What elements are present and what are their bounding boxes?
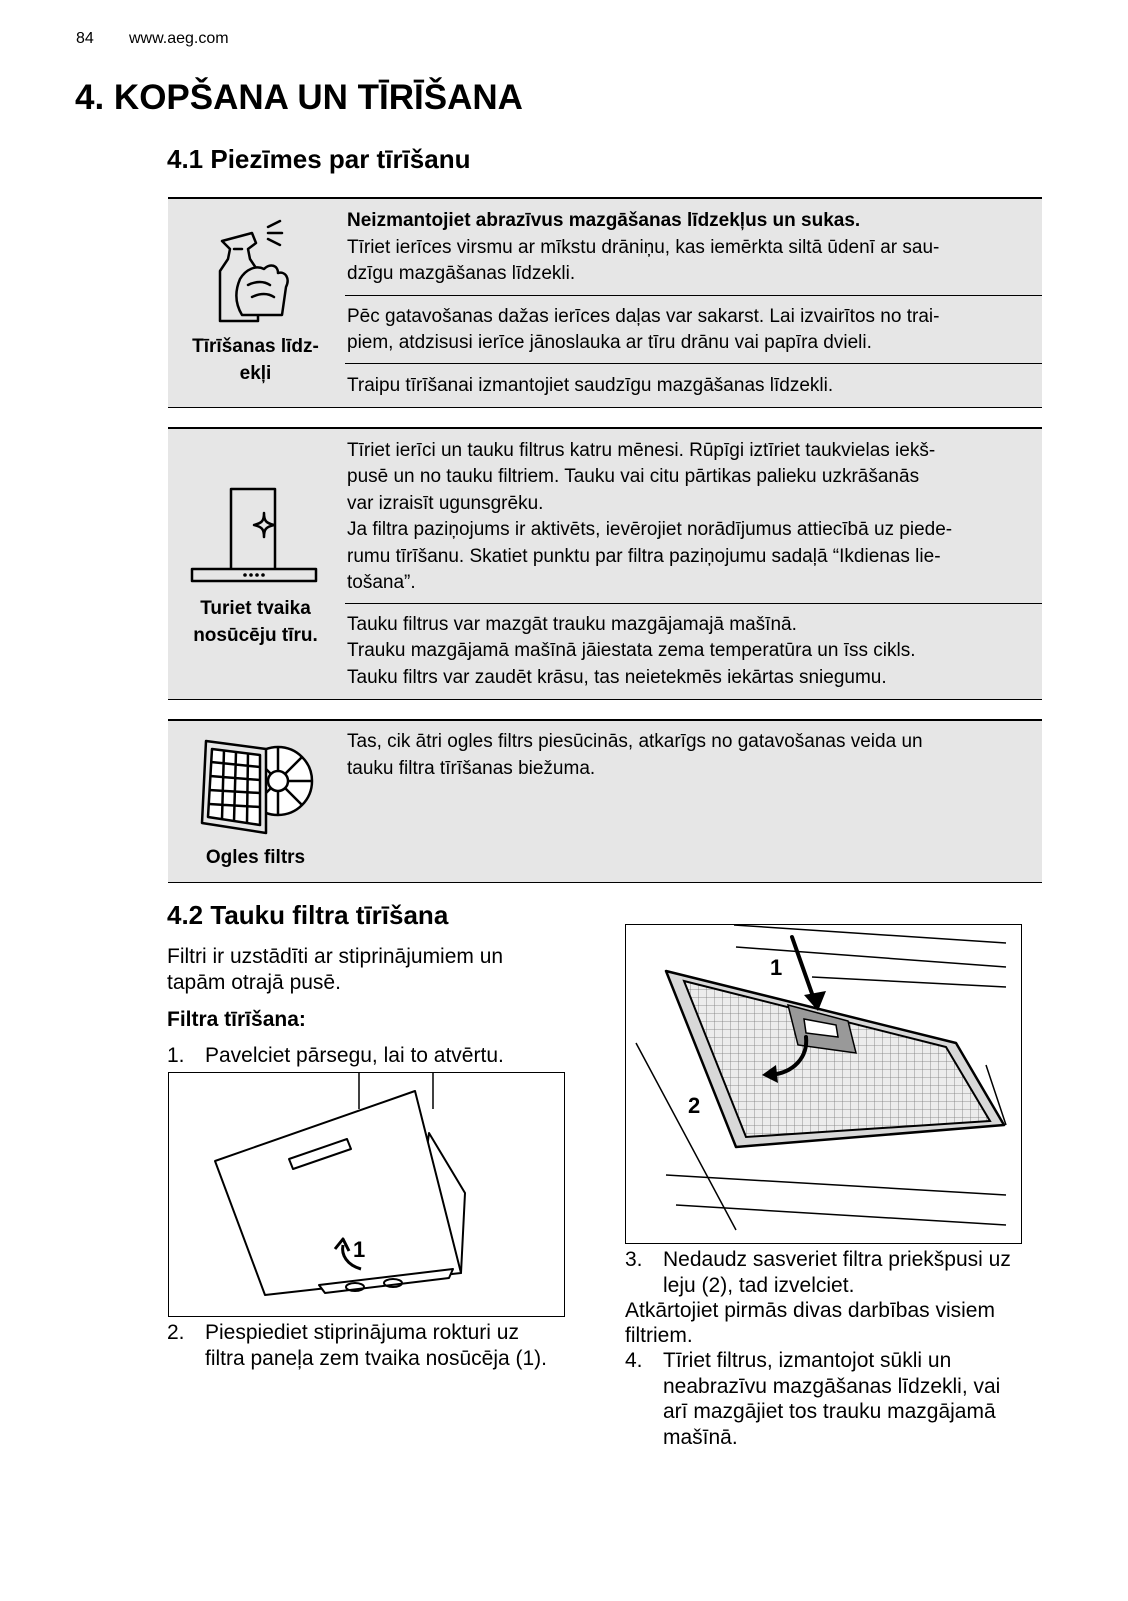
notice-text: Trauku mazgājamā mašīnā jāiestata zema temperatūra un īss cikls. — [347, 640, 916, 661]
section-title: 4.1 Piezīmes par tīrīšanu — [167, 144, 471, 174]
section-title: 4.2 Tauku filtra tīrīšana — [167, 900, 449, 930]
icon-column — [168, 429, 343, 699]
notice-text: tauku filtra tīrīšanas biežuma. — [347, 758, 596, 779]
figure-open-cover — [168, 1072, 565, 1317]
notice-text: Tauku filtrus var mazgāt trauku mazgājamajā mašīnā. — [347, 614, 797, 635]
step-text: filtra paneļa zem tvaika nosūcēja (1). — [205, 1347, 547, 1370]
step-text: Nedaudz sasveriet filtra priekšpusi uz — [663, 1248, 1011, 1271]
figure-label: 1 — [770, 955, 783, 980]
notice-text: Tīriet ierīci un tauku filtrus katru mēnesi. Rūpīgi iztīriet taukvielas iekš- — [347, 440, 936, 461]
charcoal-filter-icon — [196, 735, 316, 837]
step-text: mašīnā. — [663, 1426, 738, 1449]
step-text: Tīriet filtrus, izmantojot sūkli un — [663, 1349, 952, 1372]
step-number: 2. — [167, 1321, 185, 1344]
notice-text: Tīriet ierīces virsmu ar mīkstu drāniņu, kas iemērkta siltā ūdenī ar sau- — [347, 237, 940, 258]
notice-text: Traipu tīrīšanai izmantojiet saudzīgu mazgāšanas līdzekli. — [347, 375, 834, 396]
notice-table-cleaning-agents — [168, 197, 1042, 408]
page-number: 84 — [76, 30, 94, 47]
notice-text: dzīgu mazgāšanas līdzekli. — [347, 263, 576, 284]
notice-text: tošana”. — [347, 572, 416, 593]
note-text: Atkārtojiet pirmās divas darbības visiem — [625, 1299, 995, 1322]
notice-table-keep-hood-clean — [168, 427, 1042, 700]
note-text: filtriem. — [625, 1324, 693, 1347]
figure-remove-filter — [625, 924, 1022, 1244]
figure-label: 1 — [353, 1237, 366, 1262]
website-url: www.aeg.com — [129, 30, 229, 47]
step-number: 1. — [167, 1044, 185, 1067]
notice-text: Tas, cik ātri ogles filtrs piesūcinās, atkarīgs no gatavošanas veida un — [347, 731, 923, 752]
notice-text: Pēc gatavošanas dažas ierīces daļas var sakarst. Lai izvairītos no trai- — [347, 306, 940, 327]
notice-text: Ja filtra paziņojums ir aktivēts, ievērojiet norādījumus attiecībā uz piede- — [347, 519, 953, 540]
step-text: Piespiediet stiprinājuma rokturi uz — [205, 1321, 519, 1344]
icon-column — [168, 721, 343, 882]
icon-caption: nosūcēju tīru. — [193, 625, 318, 646]
notice-text: Tauku filtrs var zaudēt krāsu, tas neietekmēs iekārtas sniegumu. — [347, 667, 887, 688]
icon-caption: Tīrīšanas līdz- — [192, 336, 319, 357]
notice-text: pusē un no tauku filtriem. Tauku vai citu pārtikas palieku uzkrāšanās — [347, 466, 920, 487]
figure-label: 2 — [688, 1093, 701, 1118]
step-text: neabrazīvu mazgāšanas līdzekli, vai — [663, 1375, 1001, 1398]
icon-caption: Ogles filtrs — [205, 847, 306, 868]
step-number: 4. — [625, 1349, 643, 1372]
notice-text: rumu tīrīšanu. Skatiet punktu par filtra paziņojumu sadaļā “Ikdienas lie- — [347, 546, 941, 567]
step-text: Pavelciet pārsegu, lai to atvērtu. — [205, 1044, 504, 1067]
step-text: leju (2), tad izvelciet. — [663, 1274, 855, 1297]
spray-cleaning-icon — [212, 219, 302, 329]
icon-caption: ekļi — [239, 363, 272, 384]
intro-text: Filtri ir uzstādīti ar stiprinājumiem un — [167, 945, 504, 968]
subheading: Filtra tīrīšana: — [167, 1008, 306, 1031]
intro-text: tapām otrajā pusē. — [167, 971, 341, 994]
icon-column — [168, 199, 343, 407]
step-number: 3. — [625, 1248, 643, 1271]
step-text: arī mazgājiet tos trauku mazgājamā — [663, 1400, 996, 1423]
notice-table-charcoal-filter — [168, 719, 1042, 883]
icon-caption: Turiet tvaika — [200, 598, 311, 619]
notice-text: var izraisīt ugunsgrēku. — [347, 493, 544, 514]
notice-text: Neizmantojiet abrazīvus mazgāšanas līdzekļus un sukas. — [347, 210, 861, 231]
notice-text: piem, atdzisusi ierīce jānoslauka ar tīru drānu vai papīra dvieli. — [347, 332, 872, 353]
clean-hood-icon — [190, 487, 320, 587]
chapter-title: 4. KOPŠANA UN TĪRĪŠANA — [75, 78, 523, 117]
